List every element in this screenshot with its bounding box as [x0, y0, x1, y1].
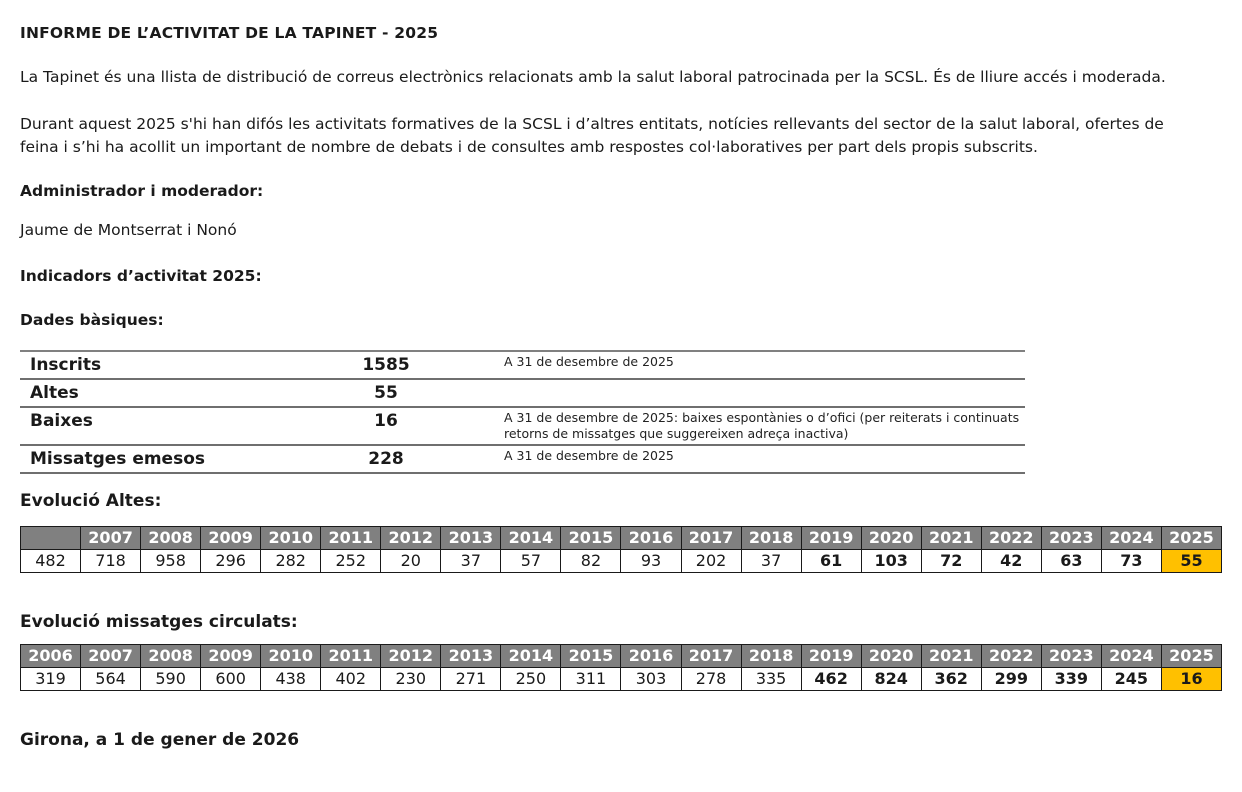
year-value-cell: 63 [1041, 550, 1101, 573]
year-value-cell: 42 [981, 550, 1041, 573]
year-value-cell: 252 [321, 550, 381, 573]
year-value-cell: 311 [561, 668, 621, 691]
year-header-cell: 2024 [1101, 645, 1161, 668]
year-header-cell: 2010 [261, 527, 321, 550]
signature-line: Girona, a 1 de gener de 2026 [20, 730, 300, 750]
year-value-row [21, 550, 1222, 573]
indicators-heading: Indicadors d’activitat 2025: [20, 267, 262, 285]
year-value-cell: 362 [921, 668, 981, 691]
year-value-cell: 278 [681, 668, 741, 691]
year-header-cell: 2021 [921, 527, 981, 550]
basic-data-heading: Dades bàsiques: [20, 311, 164, 329]
year-value-cell: 55 [1161, 550, 1221, 573]
messages-evolution-table [20, 644, 1222, 691]
year-header-cell: 2015 [561, 645, 621, 668]
year-header-cell: 2007 [81, 645, 141, 668]
year-value-cell: 57 [501, 550, 561, 573]
page-title: INFORME DE L’ACTIVITAT DE LA TAPINET - 2025 [20, 24, 439, 42]
year-header-cell: 2018 [741, 527, 801, 550]
year-value-cell: 230 [381, 668, 441, 691]
year-header-cell: 2008 [141, 645, 201, 668]
year-value-cell: 718 [81, 550, 141, 573]
year-header-cell: 2019 [801, 645, 861, 668]
row-label: Missatges emesos [30, 449, 206, 469]
year-value-cell: 72 [921, 550, 981, 573]
year-value-cell: 824 [861, 668, 921, 691]
year-value-cell: 339 [1041, 668, 1101, 691]
year-header-cell: 2020 [861, 527, 921, 550]
admin-heading: Administrador i moderador: [20, 182, 264, 200]
basic-table-row [20, 351, 1025, 379]
year-value-cell: 303 [621, 668, 681, 691]
year-header-cell: 2007 [81, 527, 141, 550]
year-header-cell: 2011 [321, 527, 381, 550]
year-value-cell: 245 [1101, 668, 1161, 691]
year-header-cell: 2012 [381, 645, 441, 668]
year-header-cell: 2014 [501, 645, 561, 668]
year-header-cell: 2012 [381, 527, 441, 550]
year-header-cell: 2016 [621, 527, 681, 550]
intro-paragraph-1: La Tapinet és una llista de distribució de correus electrònics relacionats amb la salut laboral patrocinada per la SCSL. És de lliure accés i moderada. [20, 68, 1166, 86]
year-header-cell: 2014 [501, 527, 561, 550]
year-header-row [21, 527, 1222, 550]
year-header-cell: 2025 [1161, 527, 1221, 550]
row-value: 1585 [362, 355, 410, 375]
year-value-cell: 482 [21, 550, 81, 573]
year-header-cell: 2009 [201, 645, 261, 668]
admin-name: Jaume de Montserrat i Nonó [20, 221, 237, 239]
year-value-cell: 319 [21, 668, 81, 691]
row-note [442, 379, 1025, 407]
row-label: Baixes [30, 411, 93, 431]
year-value-cell: 73 [1101, 550, 1161, 573]
year-value-cell: 37 [741, 550, 801, 573]
year-header-cell: 2008 [141, 527, 201, 550]
year-value-row [21, 668, 1222, 691]
year-header-cell: 2025 [1161, 645, 1221, 668]
row-label: Inscrits [30, 355, 102, 375]
messages-evolution-heading: Evolució missatges circulats: [20, 612, 298, 632]
year-header-cell: 2015 [561, 527, 621, 550]
year-header-cell: 2017 [681, 527, 741, 550]
year-value-cell: 282 [261, 550, 321, 573]
year-header-cell: 2013 [441, 527, 501, 550]
year-value-cell: 335 [741, 668, 801, 691]
altes-evolution-table [20, 526, 1222, 573]
year-header-cell: 2021 [921, 645, 981, 668]
year-value-cell: 438 [261, 668, 321, 691]
year-value-cell: 600 [201, 668, 261, 691]
year-header-cell: 2011 [321, 645, 381, 668]
year-value-cell: 462 [801, 668, 861, 691]
year-value-cell: 93 [621, 550, 681, 573]
year-header-cell: 2006 [21, 645, 81, 668]
year-header-cell: 2009 [201, 527, 261, 550]
row-note: A 31 de desembre de 2025 [504, 448, 674, 463]
basic-table-row [20, 445, 1025, 473]
year-value-cell: 402 [321, 668, 381, 691]
year-header-cell: 2019 [801, 527, 861, 550]
year-header-cell: 2022 [981, 527, 1041, 550]
year-header-cell: 2010 [261, 645, 321, 668]
year-header-row [21, 645, 1222, 668]
row-value: 228 [368, 449, 404, 469]
basic-table-row [20, 407, 1025, 445]
year-value-cell: 590 [141, 668, 201, 691]
year-header-cell: 2023 [1041, 527, 1101, 550]
year-value-cell: 82 [561, 550, 621, 573]
year-header-cell: 2018 [741, 645, 801, 668]
row-value: 16 [374, 411, 398, 431]
row-note: A 31 de desembre de 2025 [504, 354, 674, 369]
basic-data-table [20, 350, 1025, 474]
basic-table-row [20, 379, 1025, 407]
year-header-cell: 2017 [681, 645, 741, 668]
year-value-cell: 271 [441, 668, 501, 691]
year-header-cell: 2024 [1101, 527, 1161, 550]
year-value-cell: 564 [81, 668, 141, 691]
year-value-cell: 296 [201, 550, 261, 573]
year-value-cell: 299 [981, 668, 1041, 691]
year-value-cell: 20 [381, 550, 441, 573]
year-value-cell: 202 [681, 550, 741, 573]
intro-paragraph-2: Durant aquest 2025 s'hi han difós les activitats formatives de la SCSL i d’altres entitats, notícies rellevants del sector de la salut laboral, ofertes de feina i s’hi ha acollit un important de nombre de debats i de consultes amb respostes col·laboratives per part dels propis subscrits. [20, 115, 1164, 156]
row-label: Altes [30, 383, 79, 403]
year-header-cell: 2020 [861, 645, 921, 668]
year-value-cell: 958 [141, 550, 201, 573]
year-value-cell: 61 [801, 550, 861, 573]
year-header-cell: 2016 [621, 645, 681, 668]
row-note: A 31 de desembre de 2025: baixes espontànies o d’ofici (per reiterats i continuats retorns de missatges que suggereixen adreça inactiva) [504, 410, 1020, 441]
year-value-cell: 16 [1161, 668, 1221, 691]
year-header-cell [21, 527, 81, 550]
row-value: 55 [374, 383, 398, 403]
year-value-cell: 103 [861, 550, 921, 573]
year-header-cell: 2013 [441, 645, 501, 668]
year-header-cell: 2023 [1041, 645, 1101, 668]
altes-evolution-heading: Evolució Altes: [20, 491, 162, 511]
year-header-cell: 2022 [981, 645, 1041, 668]
year-value-cell: 37 [441, 550, 501, 573]
year-value-cell: 250 [501, 668, 561, 691]
